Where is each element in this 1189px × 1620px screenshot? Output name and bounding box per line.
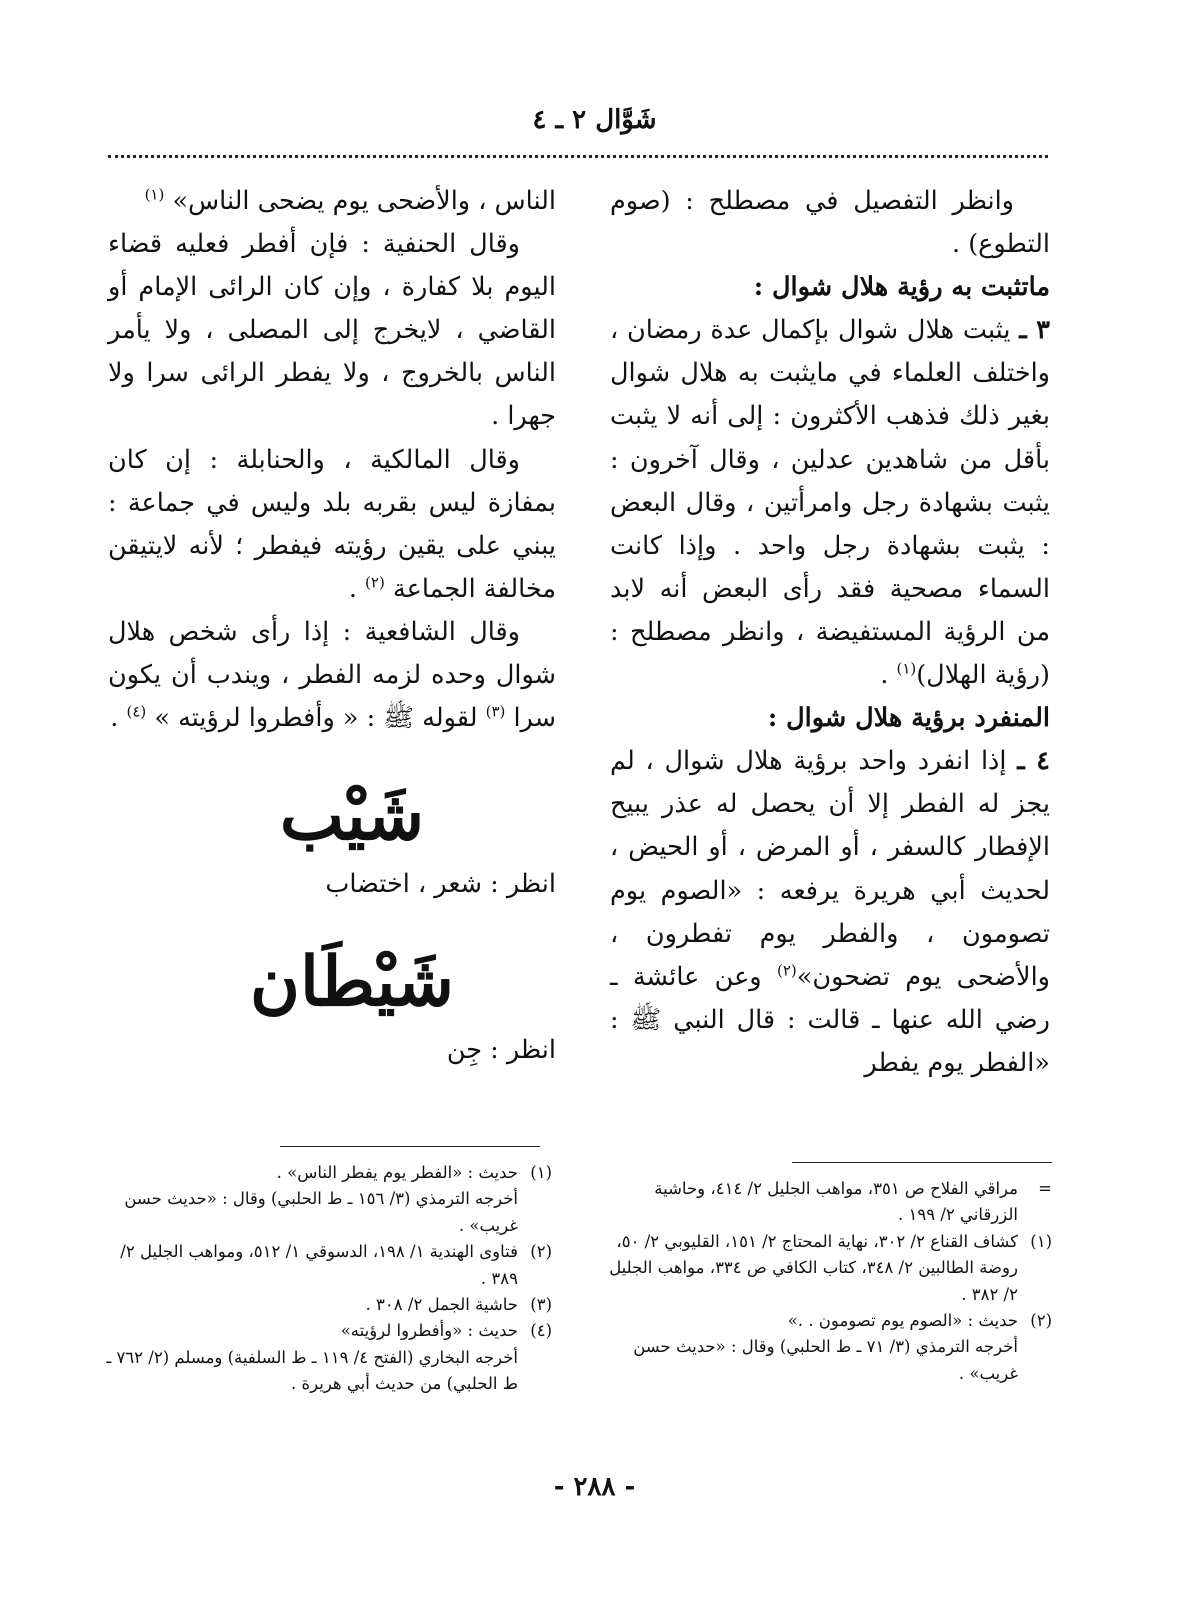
footnote-item (100, 1318, 552, 1344)
running-header: شَوَّال ٢ ـ ٤ (532, 105, 657, 135)
footnote-text: مراقي الفلاح ص ٣٥١، مواهب الجليل ٢/ ٤١٤، وحاشية الزرقاني ٢/ ١٩٩ . (654, 1179, 1018, 1225)
footnote-number (524, 1186, 552, 1239)
footnote-number (524, 1345, 552, 1398)
entry-title-shayb: شَيْب (279, 776, 425, 857)
paragraph-3-number: ٣ ـ (1019, 315, 1050, 346)
paragraph-3-text: يثبت هلال شوال بإكمال عدة رمضان ، واختلف العلماء في مايثبت به هلال شوال بغير ذلك فذهب الأكثرون : إلى أنه لا يثبت بأقل من شاهدين عدلين ، وقال آخرون : يثبت بشهادة رجل وامرأتين ، وقال البعض : يثبت بشهادة رجل واحد . وإذا كانت السماء مصحية فقد رأى البعض أنه لابد من الرؤية المستفيضة ، وانظر مصطلح :(رؤية الهلال) (610, 315, 1050, 691)
footnote-text: حديث : «الصوم يوم تصومون . .» (787, 1310, 1018, 1330)
footnote-ref: (٤) (126, 702, 147, 721)
footnote-item (100, 1345, 552, 1398)
footnote-number: (٣) (530, 1294, 552, 1314)
footnote-number (1024, 1334, 1052, 1387)
footnotes-left (100, 1160, 552, 1398)
maliki-hanbali-text: وقال المالكية ، والحنابلة : إن كان بمفازة ليس بقربه بلد وليس في جماعة : يبني على يقين رؤيته فيفطر ؛ لأنه لايتيقن مخالفة الجماعة (108, 444, 556, 604)
shafii-text: وقال الشافعية : إذا رأى شخص هلال شوال وحده لزمه الفطر ، ويندب أن يكون سرا (108, 616, 556, 734)
footnote-item (100, 1239, 552, 1292)
paragraph-4-number: ٤ ـ (1017, 746, 1050, 777)
footnote-ref: (٢) (776, 961, 797, 980)
footnote-number: (٤) (530, 1321, 552, 1341)
footnote-item (100, 1160, 552, 1186)
footnotes-right (606, 1176, 1052, 1387)
entry-crossref-shayb: انظر : شعر ، اختضاب (325, 869, 556, 900)
maliki-hanbali-paragraph (108, 439, 556, 611)
footnote-divider-left (280, 1146, 540, 1147)
entry-title-shaytan: شَيْطَان (250, 942, 454, 1023)
paragraph-3 (610, 309, 1050, 697)
footnote-item (606, 1229, 1052, 1308)
footnote-text: كشاف القناع ٢/ ٣٠٢، نهاية المحتاج ٢/ ١٥١، القليوبي ٢/ ٥٠، روضة الطالبين ٢/ ٣٤٨، كتاب الكافي ص ٣٣٤، مواهب الجليل ٢/ ٣٨٢ . (609, 1231, 1018, 1304)
footnote-item (606, 1334, 1052, 1387)
footnote-text: حديث : «وأفطروا لرؤيته» (340, 1321, 518, 1341)
maliki-hanbali-end: . (348, 573, 366, 604)
hanafi-paragraph: وقال الحنفية : فإن أفطر فعليه قضاء اليوم بلا كفارة ، وإن كان الرائى الإمام أو القاضي ، لايخرج إلى المصلى ، ولا يأمر الناس بالخروج ، ولا يفطر الرائى سرا ولا جهرا . (108, 229, 556, 432)
shafii-end: . (110, 703, 127, 734)
footnote-item (100, 1292, 552, 1318)
continuation-paragraph (108, 180, 556, 223)
right-column (610, 180, 1050, 1085)
footnote-item (606, 1308, 1052, 1334)
footnote-ref: (٢) (365, 573, 385, 592)
footnote-ref: (١) (144, 185, 165, 204)
footnote-text: فتاوى الهندية ١/ ١٩٨، الدسوقي ١/ ٥١٢، ومواهب الجليل ٢/ ٣٨٩ . (120, 1242, 518, 1288)
footnote-number: (٢) (530, 1242, 552, 1262)
footnote-divider-right (792, 1162, 1052, 1163)
shafii-quote: لقوله ﷺ : « وأفطروا لرؤيته » (154, 703, 486, 734)
footnote-ref: (١) (896, 659, 917, 678)
entry-crossref-shaytan: انظر : جِن (446, 1035, 556, 1066)
footnote-text: حاشية الجمل ٢/ ٣٠٨ . (365, 1294, 518, 1314)
footnote-number: (١) (1030, 1231, 1052, 1251)
paragraph-4 (610, 740, 1050, 1085)
paragraph-3-end: . (880, 660, 897, 691)
footnote-item (100, 1186, 552, 1239)
footnote-item (606, 1176, 1052, 1229)
section-heading-solitary: المنفرد برؤية هلال شوال : (767, 703, 1050, 734)
footnote-number: (١) (530, 1163, 552, 1182)
footnote-text: حديث : «الفطر يوم يفطر الناس» . (276, 1163, 518, 1182)
paragraph-4-continuation: وعن عائشة ـ رضي الله عنها ـ قالت : قال النبي ﷺ : «الفطر يوم يفطر (610, 961, 1050, 1078)
continuation-text: الناس ، والأضحى يوم يضحى الناس» (172, 186, 556, 216)
footnote-number: = (1038, 1179, 1052, 1198)
paragraph-4-text: إذا انفرد واحد برؤية هلال شوال ، لم يجز له الفطر إلا أن يحصل له عذر يبيح الإفطار كالسفر ، أو المرض ، أو الحيض ، لحديث أبي هريرة يرفعه : «الصوم يوم تصومون ، والفطر يوم تفطرون ، والأضحى يوم تضحون» (610, 746, 1050, 992)
header-divider (108, 155, 1048, 158)
footnote-number: (٢) (1030, 1310, 1052, 1330)
left-column (108, 180, 556, 1072)
section-heading-sighting: ماتثبت به رؤية هلال شوال : (753, 272, 1050, 303)
page-number: - ٢٨٨ - (553, 1472, 636, 1502)
footnote-text: أخرجه البخاري (الفتح ٤/ ١١٩ ـ ط السلفية) ومسلم (٢/ ٧٦٢ ـ ط الحلبي) من حديث أبي هريرة . (106, 1347, 518, 1394)
footnote-text: أخرجه الترمذي (٣/ ٧١ ـ ط الحلبي) وقال : «حديث حسن غريب» . (633, 1337, 1018, 1383)
footnote-text: أخرجه الترمذي (٣/ ١٥٦ ـ ط الحلبي) وقال : «حديث حسن غريب» . (124, 1189, 518, 1235)
footnote-ref: (٣) (485, 702, 506, 721)
shafii-paragraph (108, 611, 556, 740)
intro-paragraph: وانظر التفصيل في مصطلح : (صوم التطوع) . (610, 186, 1050, 260)
